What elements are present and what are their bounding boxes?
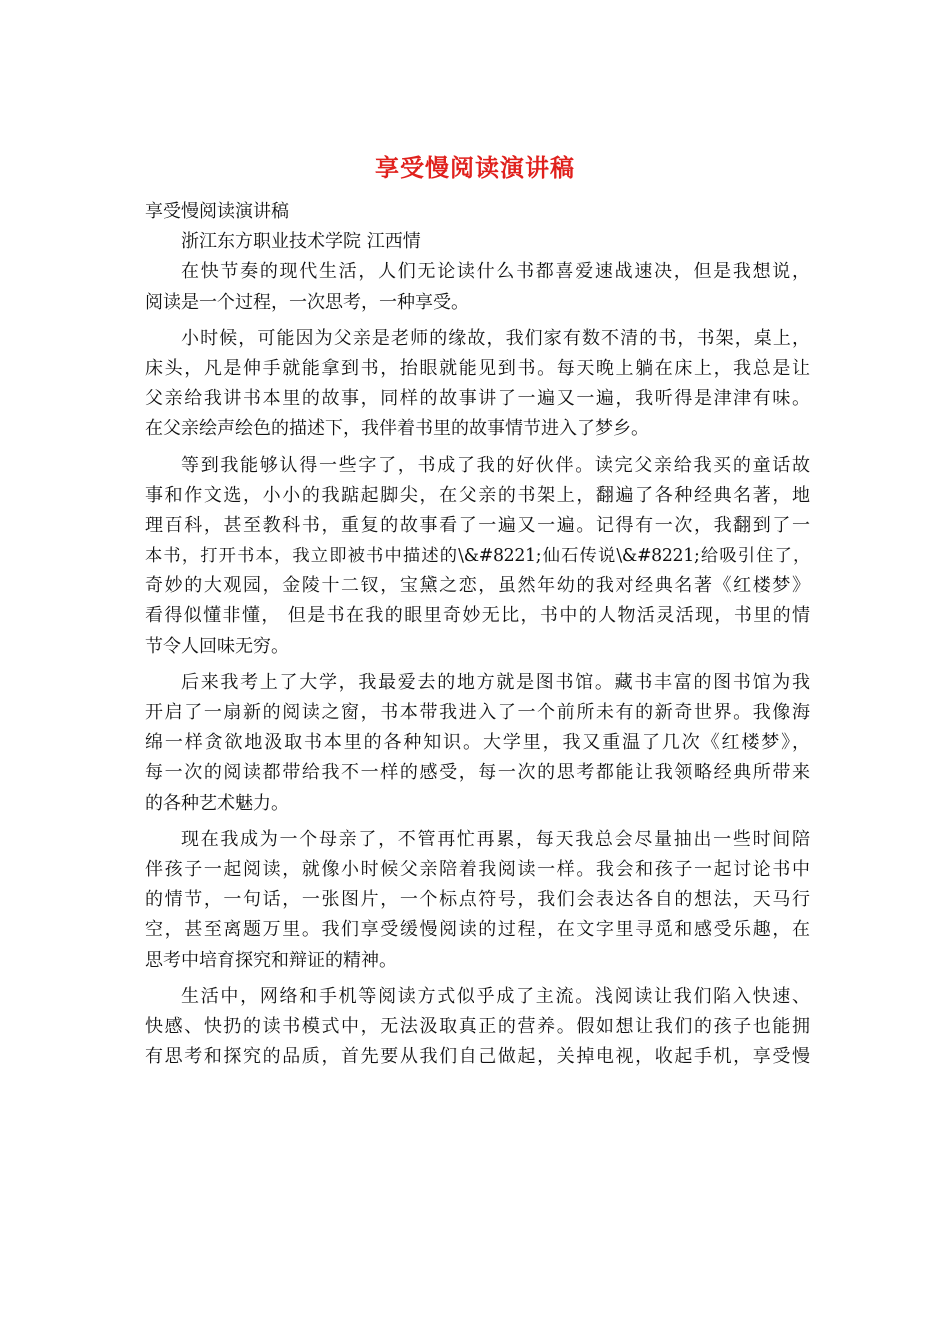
document-body (145, 197, 810, 1072)
paragraph-line: 父亲给我讲书本里的故事，同样的故事讲了一遍又一遍，我听得是津津有味。 (145, 388, 810, 410)
paragraph-line: 后来我考上了大学，我最爱去的地方就是图书馆。藏书丰富的图书馆为我 (181, 671, 810, 693)
document-subtitle: 享受慢阅读演讲稿 (145, 201, 289, 222)
paragraph-line: 伴孩子一起阅读，就像小时候父亲陪着我阅读一样。我会和孩子一起讨论书中 (145, 858, 810, 880)
paragraph-line: 快感、快扔的读书模式中，无法汲取真正的营养。假如想让我们的孩子也能拥 (145, 1015, 810, 1037)
paragraph-line: 节令人回味无穷。 (145, 635, 289, 657)
paragraph-6 (145, 982, 810, 1073)
paragraph-line: 等到我能够认得一些字了，书成了我的好伙伴。读完父亲给我买的童话故 (181, 454, 810, 476)
paragraph-line: 绵一样贪欲地汲取书本里的各种知识。大学里，我又重温了几次《红楼梦》， (145, 732, 810, 754)
paragraph-line: 思考中培育探究和辩证的精神。 (145, 949, 397, 971)
paragraph-line: 奇妙的大观园，金陵十二钗，宝黛之恋，虽然年幼的我对经典名著《红楼梦》 (145, 575, 810, 597)
paragraph-line: 生活中，网络和手机等阅读方式似乎成了主流。浅阅读让我们陷入快速、 (181, 985, 810, 1007)
paragraph-line: 看得似懂非懂， 但是书在我的眼里奇妙无比，书中的人物活灵活现，书里的情 (145, 605, 810, 627)
paragraph-line: 每一次的阅读都带给我不一样的感受，每一次的思考都能让我领略经典所带来 (145, 762, 810, 784)
paragraph-line: 本书，打开书本，我立即被书中描述的\&#8221;仙石传说\&#8221;给吸引住了， (145, 546, 810, 567)
paragraph-line: 阅读是一个过程，一次思考，一种享受。 (145, 291, 469, 313)
paragraph-4 (145, 668, 810, 819)
paragraph-line: 的各种艺术魅力。 (145, 792, 289, 814)
paragraph-line: 在快节奏的现代生活，人们无论读什么书都喜爱速战速决，但是我想说， (181, 261, 810, 283)
paragraph-2 (145, 324, 810, 445)
paragraph-line: 有思考和探究的品质，首先要从我们自己做起，关掉电视，收起手机，享受慢 (145, 1046, 810, 1068)
paragraph-line: 小时候，可能因为父亲是老师的缘故，我们家有数不清的书，书架，桌上， (181, 327, 810, 349)
author-line: 浙江东方职业技术学院 江西情 (181, 231, 421, 253)
paragraph-line: 现在我成为一个母亲了，不管再忙再累，每天我总会尽量抽出一些时间陪 (181, 828, 810, 850)
paragraph-line: 在父亲绘声绘色的描述下，我伴着书里的故事情节进入了梦乡。 (145, 418, 649, 440)
paragraph-line: 的情节，一句话，一张图片，一个标点符号，我们会表达各自的想法，天马行 (145, 889, 810, 911)
paragraph-line: 床头，凡是伸手就能拿到书，抬眼就能见到书。每天晚上躺在床上，我总是让 (145, 357, 810, 379)
paragraph-line: 空，甚至离题万里。我们享受缓慢阅读的过程，在文字里寻觅和感受乐趣，在 (145, 919, 810, 941)
paragraph-line: 事和作文选，小小的我踮起脚尖，在父亲的书架上，翻遍了各种经典名著，地 (145, 484, 810, 506)
paragraph-1 (145, 257, 810, 317)
paragraph-5 (145, 825, 810, 976)
paragraph-line: 开启了一扇新的阅读之窗，书本带我进入了一个前所未有的新奇世界。我像海 (145, 702, 810, 723)
document-title: 享受慢阅读演讲稿 (375, 153, 575, 182)
paragraph-line: 理百科，甚至教科书，重复的故事看了一遍又一遍。记得有一次，我翻到了一 (145, 514, 810, 536)
paragraph-3 (145, 451, 810, 662)
